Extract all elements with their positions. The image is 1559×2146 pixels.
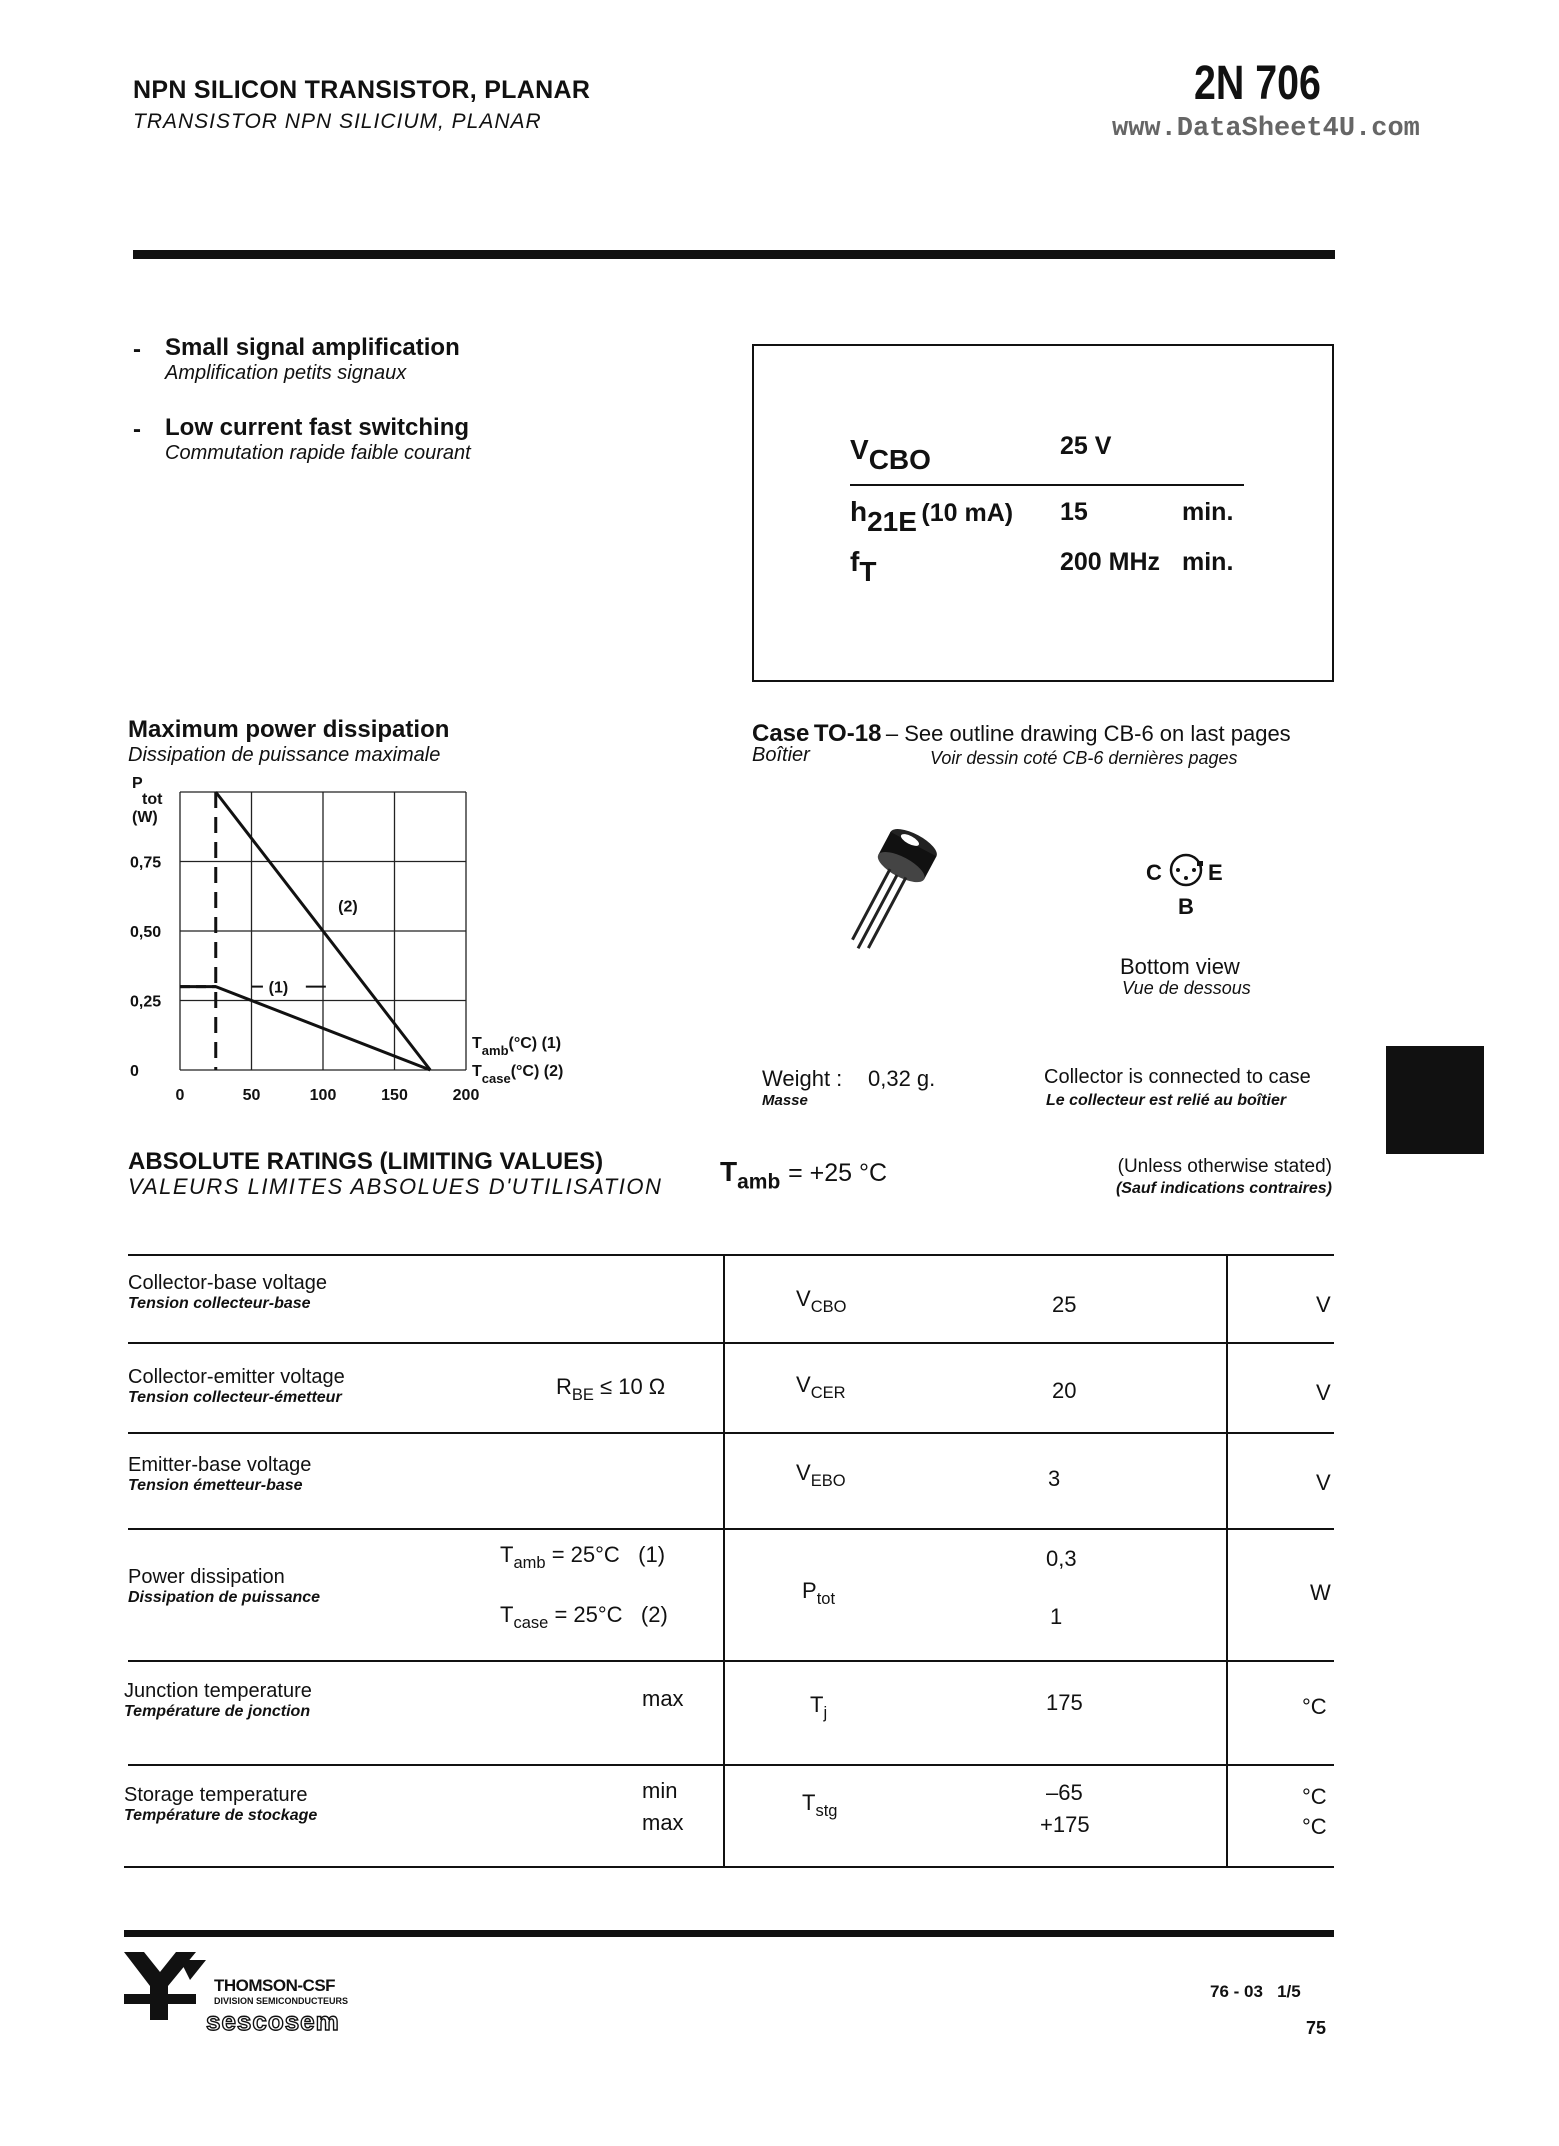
param-value: –65 bbox=[1046, 1780, 1083, 1805]
spec-symbol: VCBO bbox=[850, 434, 931, 475]
weight-value: 0,32 g. bbox=[868, 1066, 936, 1091]
table-row bbox=[128, 1454, 311, 1495]
company-name: THOMSON-CSF bbox=[214, 1976, 336, 1995]
spec-qualifier: min. bbox=[1182, 498, 1234, 526]
feature-item bbox=[133, 416, 141, 444]
table-row-rule bbox=[128, 1432, 1334, 1434]
param-symbol: $P_{tot}$ bbox=[802, 1578, 836, 1608]
pin-label-e: E bbox=[1208, 860, 1223, 885]
param-name-fr: Tension collecteur-émetteur bbox=[128, 1389, 342, 1406]
table-row bbox=[128, 1272, 327, 1313]
param-value: +175 bbox=[1040, 1812, 1090, 1837]
pinout-bottom-icon bbox=[1168, 852, 1204, 888]
chart-y-tick-label: 0,75 bbox=[130, 854, 162, 872]
table-row-rule bbox=[128, 1660, 1334, 1662]
table-col-divider bbox=[1226, 1254, 1228, 1868]
param-unit: °C bbox=[1302, 1694, 1327, 1719]
param-name: Junction temperature bbox=[124, 1680, 312, 1702]
chart-y-tick-label: 0,25 bbox=[130, 993, 162, 1011]
spec-qualifier: min. bbox=[1182, 548, 1234, 576]
param-unit: V bbox=[1316, 1380, 1331, 1405]
param-condition: $T_{case} = 25^\circ C$ (2) bbox=[500, 1602, 668, 1632]
param-condition: max bbox=[642, 1686, 684, 1711]
param-condition: min bbox=[642, 1778, 678, 1803]
chart-series-line bbox=[180, 987, 430, 1070]
bottom-view-label: Bottom view bbox=[1120, 954, 1240, 979]
table-top-rule bbox=[128, 1254, 1334, 1256]
param-condition: $R_{BE} \le 10$ Ω bbox=[556, 1374, 666, 1404]
ratings-temperature: $T_{amb} = +25$ °C bbox=[720, 1156, 888, 1194]
table-row bbox=[128, 1566, 320, 1607]
chart-title: Maximum power dissipation bbox=[128, 716, 450, 743]
param-unit: V bbox=[1316, 1292, 1331, 1317]
param-value: 25 bbox=[1052, 1292, 1077, 1317]
ratings-note-fr: (Sauf indications contraires) bbox=[1115, 1180, 1332, 1197]
feature-item bbox=[165, 334, 460, 385]
page-number: 75 bbox=[1306, 2018, 1327, 2038]
company-division: DIVISION SEMICONDUCTEURS bbox=[214, 1996, 349, 2006]
param-symbol: $V_{CER}$ bbox=[796, 1372, 846, 1402]
feature-en: Small signal amplification bbox=[165, 334, 460, 361]
chart-x-tick-label: 150 bbox=[381, 1087, 408, 1104]
param-value: 0,3 bbox=[1046, 1546, 1077, 1571]
chart-x-axis-label: $T_{case}(^\circ C)$ (2) bbox=[472, 1063, 564, 1086]
param-name: Power dissipation bbox=[128, 1566, 285, 1588]
feature-en: Low current fast switching bbox=[165, 414, 470, 441]
param-unit: °C bbox=[1302, 1814, 1327, 1839]
title-english: NPN SILICON TRANSISTOR, PLANAR bbox=[133, 76, 591, 104]
power-dissipation-chart bbox=[110, 770, 650, 1110]
param-name: Storage temperature bbox=[124, 1784, 308, 1806]
to18-package-icon bbox=[850, 820, 960, 970]
feature-fr: Amplification petits signaux bbox=[165, 362, 407, 384]
table-row bbox=[128, 1366, 345, 1407]
pin-label-c: C bbox=[1146, 860, 1162, 885]
param-symbol: $T_{stg}$ bbox=[802, 1790, 838, 1820]
param-unit: W bbox=[1310, 1580, 1331, 1605]
pin-label-b: B bbox=[1178, 894, 1194, 919]
feature-item bbox=[165, 414, 471, 465]
document-reference: 76 - 03 1/5 bbox=[1210, 1982, 1301, 2001]
key-specs-box bbox=[752, 344, 1334, 682]
param-value: 20 bbox=[1052, 1378, 1077, 1403]
param-condition: max bbox=[642, 1810, 684, 1835]
spec-symbol: fT bbox=[850, 546, 877, 587]
chart-y-axis-symbol: P bbox=[132, 775, 143, 792]
spec-symbol: h21E (10 mA) bbox=[850, 496, 1014, 537]
param-symbol: $V_{EBO}$ bbox=[796, 1460, 846, 1490]
brand-logo-text: sescosem bbox=[206, 2006, 340, 2036]
param-value: 1 bbox=[1050, 1604, 1063, 1629]
collector-note: Collector is connected to case bbox=[1044, 1066, 1311, 1088]
param-unit: °C bbox=[1302, 1784, 1327, 1809]
spec-divider bbox=[850, 484, 1244, 486]
section-tab-marker bbox=[1386, 1046, 1484, 1154]
feature-bullet: - bbox=[133, 416, 141, 443]
chart-y-tick-label: 0,50 bbox=[130, 924, 162, 941]
feature-item bbox=[133, 336, 141, 364]
site-watermark-url: www.DataSheet4U.com bbox=[1112, 114, 1420, 144]
ratings-title: ABSOLUTE RATINGS (LIMITING VALUES) bbox=[128, 1148, 604, 1175]
param-name-fr: Dissipation de puissance bbox=[128, 1589, 321, 1606]
case-heading-fr: Boîtier bbox=[752, 744, 810, 766]
param-condition: $T_{amb} = 25^\circ C$ (1) bbox=[500, 1542, 666, 1572]
param-value: 3 bbox=[1048, 1466, 1061, 1491]
table-bottom-rule bbox=[124, 1866, 1334, 1868]
param-symbol: $T_j$ bbox=[810, 1692, 828, 1722]
param-name: Collector-emitter voltage bbox=[128, 1366, 345, 1388]
param-name-fr: Tension émetteur-base bbox=[128, 1477, 303, 1494]
chart-y-axis-unit: (W) bbox=[132, 809, 158, 826]
footer-rule bbox=[124, 1930, 1334, 1937]
part-number: 2N 706 bbox=[1194, 57, 1321, 110]
ratings-note: (Unless otherwise stated) bbox=[1117, 1156, 1332, 1177]
param-value: 175 bbox=[1046, 1690, 1083, 1715]
chart-series-label: (1) bbox=[268, 979, 289, 997]
weight-label: Weight : bbox=[762, 1066, 843, 1091]
collector-note-fr: Le collecteur est relié au boîtier bbox=[1046, 1092, 1287, 1109]
chart-x-tick-label: 200 bbox=[452, 1087, 480, 1104]
param-name-fr: Température de jonction bbox=[124, 1703, 311, 1720]
table-col-divider bbox=[723, 1254, 725, 1868]
title-french: TRANSISTOR NPN SILICIUM, PLANAR bbox=[133, 110, 542, 133]
spec-value: 15 bbox=[1060, 498, 1088, 526]
chart-x-axis-label: $T_{amb}(^\circ C)$ (1) bbox=[472, 1035, 562, 1058]
ratings-subtitle: VALEURS LIMITES ABSOLUES D'UTILISATION bbox=[128, 1174, 663, 1199]
case-note-fr: Voir dessin coté CB-6 dernières pages bbox=[930, 748, 1238, 768]
param-name-fr: Tension collecteur-base bbox=[128, 1295, 311, 1312]
table-row bbox=[124, 1680, 312, 1721]
table-row-rule bbox=[128, 1528, 1334, 1530]
chart-y-tick-label: 0 bbox=[130, 1063, 139, 1080]
chart-x-tick-label: 100 bbox=[309, 1087, 337, 1104]
spec-value: 200 MHz bbox=[1060, 548, 1161, 576]
param-name-fr: Température de stockage bbox=[124, 1807, 318, 1824]
feature-fr: Commutation rapide faible courant bbox=[165, 442, 471, 464]
table-row-rule bbox=[128, 1764, 1334, 1766]
table-row bbox=[124, 1784, 317, 1825]
table-row-rule bbox=[128, 1342, 1334, 1344]
chart-x-tick-label: 50 bbox=[242, 1087, 261, 1104]
case-heading: Case TO-18 – See outline drawing CB-6 on last pages bbox=[752, 720, 1291, 747]
param-name: Emitter-base voltage bbox=[128, 1454, 312, 1476]
thomson-logo-icon bbox=[120, 1950, 210, 2030]
param-name: Collector-base voltage bbox=[128, 1272, 327, 1294]
chart-series-label: (2) bbox=[338, 898, 358, 916]
spec-value: 25 V bbox=[1060, 432, 1112, 460]
header-rule bbox=[133, 250, 1335, 259]
weight-label-fr: Masse bbox=[762, 1092, 808, 1109]
bottom-view-label-fr: Vue de dessous bbox=[1122, 978, 1251, 998]
feature-bullet: - bbox=[133, 336, 141, 363]
chart-x-tick-label: 0 bbox=[175, 1087, 185, 1104]
param-unit: V bbox=[1316, 1470, 1331, 1495]
param-symbol: $V_{CBO}$ bbox=[796, 1286, 847, 1316]
chart-y-axis-sub: tot bbox=[142, 791, 163, 808]
chart-subtitle: Dissipation de puissance maximale bbox=[128, 744, 441, 766]
